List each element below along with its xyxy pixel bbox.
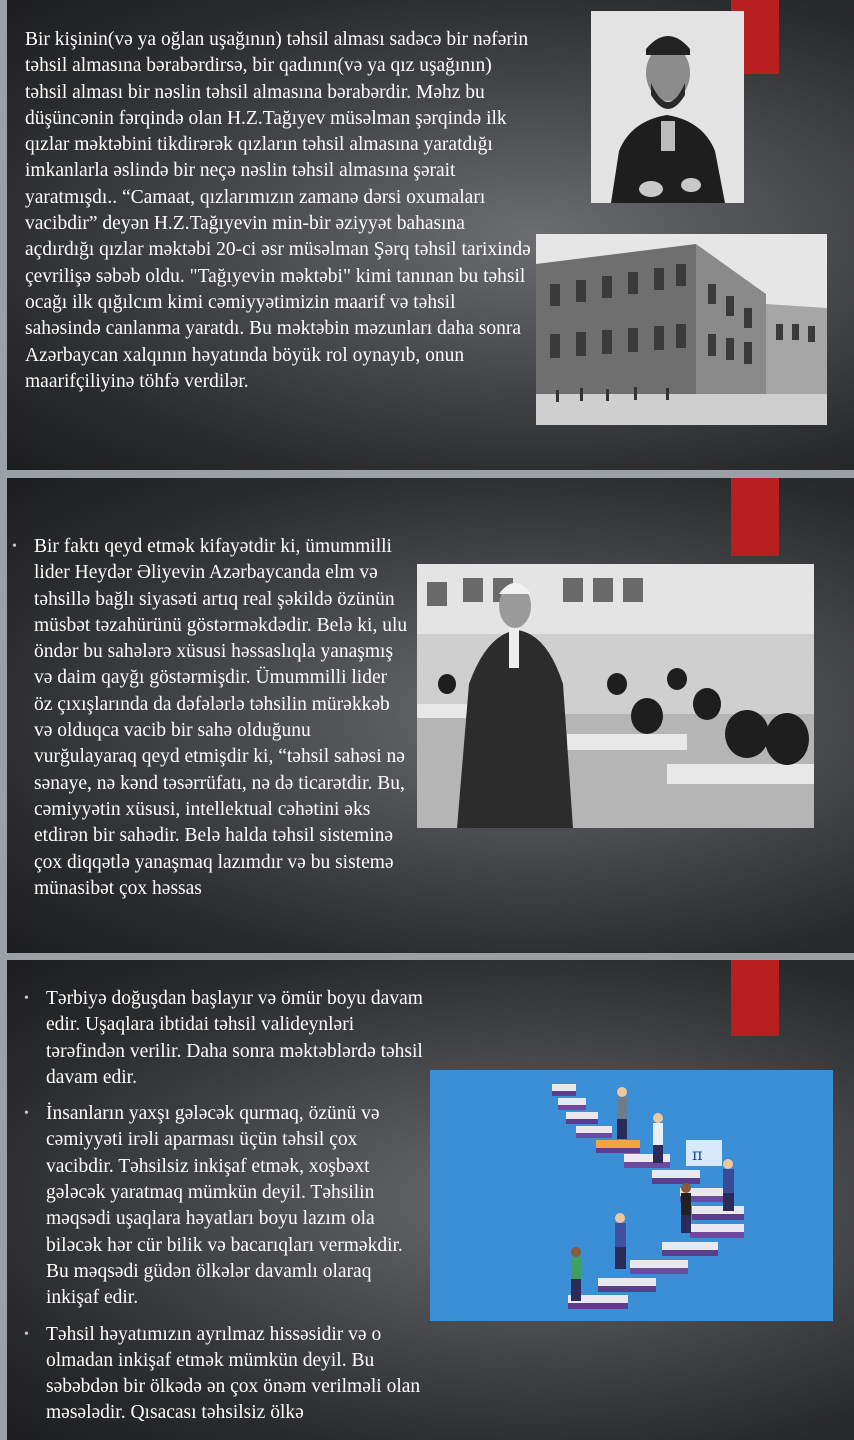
stairs-of-books-illustration xyxy=(430,1070,833,1321)
bullet-dot-icon: • xyxy=(24,1106,29,1122)
aliyev-classroom-photo xyxy=(417,564,814,828)
list-item xyxy=(12,534,410,902)
bullet-dot-icon: • xyxy=(12,539,17,554)
svg-text:π: π xyxy=(692,1145,703,1164)
list-item xyxy=(24,1322,424,1427)
slide2-bullet-text: Bir faktı qeyd etmək kifayətdir ki, ümummilli lider Heydər Əliyevin Azərbaycanda elm və təhsillə bağlı siyasəti artıq real şəkildə özünün müsbət təzahürünü göstərməkdədir. Belə ki, ulu öndər bu sahələrə xüsusi həssaslıqla yanaşmış və daim qayğı göstərmişdir. Ümummilli lider öz çıxışlarında da dəfələrlə təhsilin mürəkkəb və olduqca vacib bir sahə olduğunu vurğulayaraq qeyd etmişdir ki, “təhsil sahəsi nə sənaye, nə kənd təsərrüfatı, nə də ticarətdir. Bu, cəmiyyətin xüsusi, intellektual cəhətini əks etdirən bir sahədir. Belə halda təhsil sisteminə çox diqqətlə yanaşmaq lazımdır və bu sistemə münasibət çox həssas xyxy=(34,536,408,899)
slide3-bullet-text-1: Tərbiyə doğuşdan başlayır və ömür boyu davam edir. Uşaqlara ibtidai təhsil valideynləri tərəfindən verilir. Daha sonra məktəblərdə təhsil davam edir. xyxy=(46,988,423,1088)
tagiyev-portrait-photo xyxy=(591,11,744,203)
slide1-paragraph: Bir kişinin(və ya oğlan uşağının) təhsil alması sadəcə bir nəfərin təhsil almasına bərabərdirsə, bir qadının(və ya qız uşağının) təhsil alması bir nəslin təhsil almasına bərabərdir. Məhz bu düşüncənin fərqində olan H.Z.Tağıyev müsəlman şərqində ilk qızlar məktəbini tikdirərək qızların təhsil almasına yaratdığı imkanlarla əslində bir neçə nəslin təhsil almasına şərait yaratmışdı.. “Camaat, qızlarımızın zamanə dərsi oxumaları vacibdir” deyən H.Z.Tağıyevin min-bir əziyyət bahasına açdırdığı qızlar məktəbi 20-ci əsr müsəlman Şərq təhsil tarixində çevrilişə səbəb oldu. "Tağıyevin məktəbi" kimi tanınan bu təhsil ocağı ilk qığılcım kimi cəmiyyətimizin maarif və təhsil sahəsində canlanma yaratdı. Bu məktəbin məzunları daha sonra Azərbaycan xalqının həyatında böyük rol oynayıb, onun maarifçiliyinə töhfə verdilər. xyxy=(25,29,531,392)
red-accent-bar xyxy=(731,478,779,556)
red-accent-bar xyxy=(731,960,779,1036)
slide3-bullet-text-3: Təhsil həyatımızın ayrılmaz hissəsidir və o olmadan inkişaf etmək mümkün deyil. Bu səbəbdən bir ölkədə ən çox önəm verilməli olan məsələdir. Qısacası təhsilsiz ölkə xyxy=(46,1323,421,1424)
slide3-bullet-list xyxy=(24,986,424,1427)
list-item xyxy=(24,986,424,1091)
slide-tagiyev-school xyxy=(7,0,854,470)
slide2-bullet-list xyxy=(12,534,410,902)
bullet-dot-icon: • xyxy=(24,991,29,1006)
bullet-dot-icon: • xyxy=(24,1326,29,1342)
slide3-bullet-text-2: İnsanların yaxşı gələcək qurmaq, özünü və cəmiyyəti irəli aparması üçün təhsil çox vacibdir. Təhsilsiz inkişaf etmək, xoşbəxt gələcək yaratmaq mümkün deyil. Təhsilin məqsədi uşaqlara həyatları boyu lazım ola biləcək hər cür bilik və bacarıqları verməkdir. Bu məqsədi güdən ölkələr davamlı olaraq inkişaf edir. xyxy=(46,1103,403,1309)
slide-education-importance xyxy=(7,960,854,1440)
slide-heydar-aliyev xyxy=(7,478,854,953)
girls-school-building-photo xyxy=(536,234,827,425)
list-item xyxy=(24,1101,424,1311)
